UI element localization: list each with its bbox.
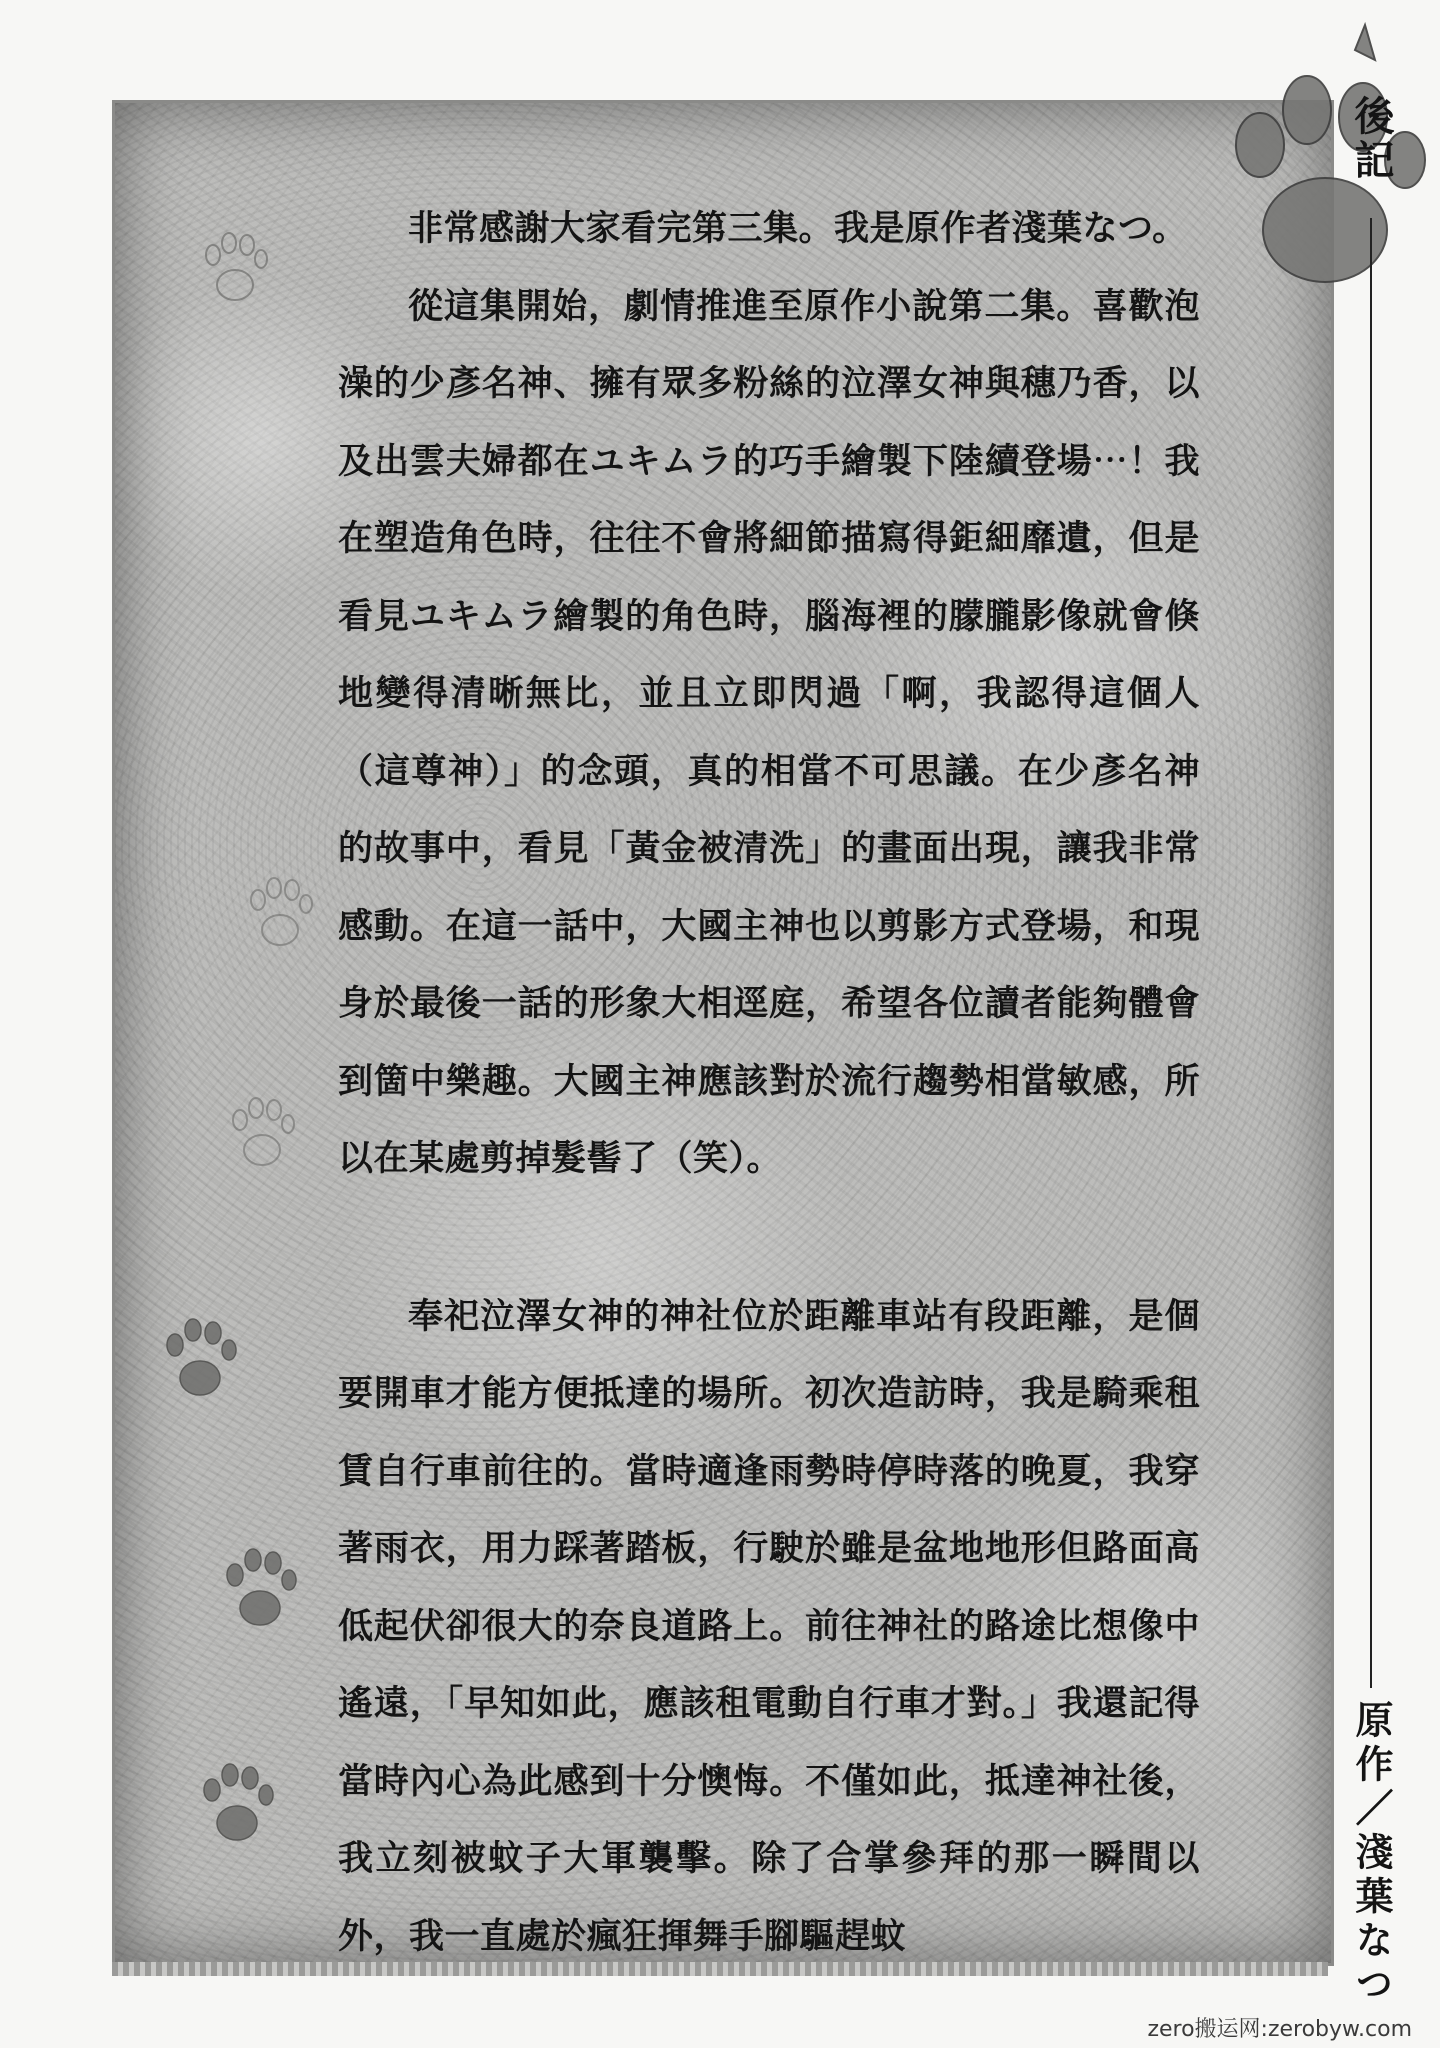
paragraph: 奉祀泣澤女神的神社位於距離車站有段距離，是個要開車才能方便抵達的場所。初次造訪時，我是騎乘租賃自行車前往的。當時適逢雨勢時停時落的晚夏，我穿著雨衣，用力踩著踏板，行駛於雖是盆地地形但路面高低起伏卻很大的奈良道路上。前往神社的路途比想像中遙遠，「早知如此，應該租電動自行車才對。」我還記得當時內心為此感到十分懊悔。不僅如此，抵達神社後，我立刻被蚊子大軍襲擊。除了合掌參拜的那一瞬間以外，我一直處於瘋狂揮舞手腳驅趕蚊 [338,1295,1200,1957]
paragraph-spacer [338,1198,1200,1278]
watermark: zero搬运网:zerobyw.com [1147,2017,1412,2042]
paw-print-icon [240,860,320,960]
paragraph: 非常感謝大家看完第三集。我是原作者淺葉なつ。 [408,208,1188,249]
vertical-divider [1370,218,1372,1688]
paw-print-icon [222,1080,302,1180]
paw-print-icon [215,1530,305,1640]
afterword-body [338,190,1200,1975]
paw-print-icon [195,215,275,315]
page-title: 後記 [1348,95,1395,183]
paw-print-icon [1215,5,1435,305]
author-credit: 原作／淺葉なつ [1349,1700,1394,2008]
paw-print-icon [155,1300,245,1410]
paragraph: 從這集開始，劇情推進至原作小說第二集。喜歡泡澡的少彥名神、擁有眾多粉絲的泣澤女神與穗乃香，以及出雲夫婦都在ユキムラ的巧手繪製下陸續登場⋯！我在塑造角色時，往往不會將細節描寫得鉅細靡遺，但是看見ユキムラ繪製的角色時，腦海裡的朦朧影像就會倏地變得清晰無比，並且立即閃過「啊，我認得這個人（這尊神）」的念頭，真的相當不可思議。在少彥名神的故事中，看見「黃金被清洗」的畫面出現，讓我非常感動。在這一話中，大國主神也以剪影方式登場，和現身於最後一話的形象大相逕庭，希望各位讀者能夠體會到箇中樂趣。大國主神應該對於流行趨勢相當敏感，所以在某處剪掉髮髻了（笑）。 [338,285,1200,1179]
paw-print-icon [192,1745,282,1855]
